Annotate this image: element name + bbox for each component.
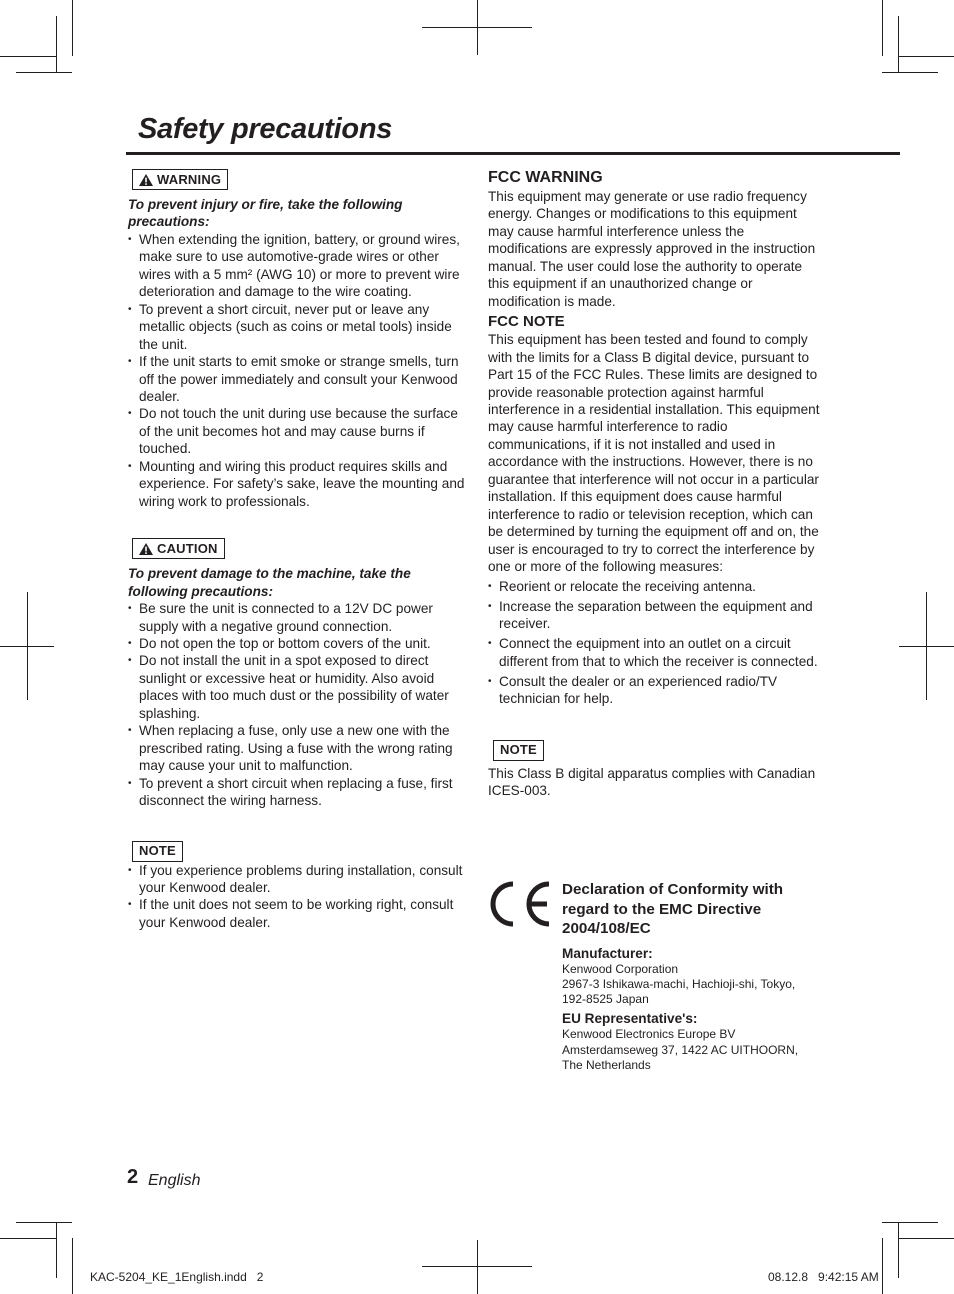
list-item: • If you experience problems during installation, consult your Kenwood dealer.: [128, 862, 468, 897]
manufacturer-name: Kenwood Corporation: [562, 961, 679, 976]
crop-mark: [882, 1222, 938, 1223]
registration-mark: [477, 1240, 478, 1294]
spacer: [128, 810, 468, 841]
fcc-note-text: This equipment has been tested and found to comply with the limits for a Class B digital device, pursuant to Part 15 of the FCC Rules. These limits are designed to provide reasonable protection against harmful interference in a residential installation. This equipment may cause harmful interference to radio communications, if it is not installed and used in accordance with the instructions. However, there is no guarantee that interference will not occur in a particular installation. If this equipment does cause harmful interference to radio or television reception, which can be determined by turning the equipment off and on, the user is encouraged to try to correct the interference by one or more of the following measures:: [488, 332, 820, 575]
fcc-measures-list: [488, 578, 820, 708]
warning-triangle-icon: [139, 174, 153, 186]
crop-mark: [0, 1238, 56, 1239]
right-column: [488, 168, 820, 800]
note-label-box: [493, 740, 544, 761]
crop-mark: [16, 1222, 72, 1223]
title-rule: [126, 152, 900, 155]
declaration-of-conformity: [562, 880, 822, 1073]
list-item: • Reorient or relocate the receiving antenna.: [488, 578, 820, 595]
list-item: • Increase the separation between the equipment and receiver.: [488, 598, 820, 633]
warning-lead: To prevent injury or fire, take the following precautions:: [128, 197, 403, 230]
caution-label: CAUTION: [157, 540, 218, 556]
warning-triangle-icon: [139, 543, 153, 555]
eu-representative-address-line-2: The Netherlands: [562, 1057, 651, 1072]
note-block: [488, 740, 820, 800]
list-item: • Be sure the unit is connected to a 12V DC power supply with a negative ground connection.: [128, 600, 468, 635]
list-item: • Do not touch the unit during use because the surface of the unit becomes hot and may cause burns if touched.: [128, 405, 468, 457]
crop-mark: [882, 1238, 883, 1294]
manufacturer-address: 2967-3 Ishikawa-machi, Hachioji-shi, Tokyo, 192-8525 Japan: [562, 976, 796, 1007]
list-item: • Do not open the top or bottom covers of the unit.: [128, 635, 468, 652]
warning-list: [128, 231, 468, 510]
crop-mark: [898, 1238, 954, 1239]
spacer: [128, 510, 468, 538]
note-text: This Class B digital apparatus complies with Canadian ICES-003.: [488, 765, 816, 799]
warning-label-box: [132, 169, 228, 190]
list-item: • Connect the equipment into an outlet on a circuit different from that to which the receiver is connected.: [488, 635, 820, 670]
list-item: • To prevent a short circuit, never put or leave any metallic objects (such as coins or metal tools) inside the unit.: [128, 301, 468, 353]
crop-mark: [882, 72, 938, 73]
note-label: NOTE: [500, 742, 537, 758]
page-title: Safety precautions: [138, 113, 393, 145]
crop-mark: [16, 72, 72, 73]
list-item: • Do not install the unit in a spot exposed to direct sunlight or excessive heat or humidity. Also avoid places with too much dust or the possibility of water splashing.: [128, 652, 468, 722]
registration-mark: [926, 592, 927, 700]
eu-representative-address-line-1: Amsterdamseweg 37, 1422 AC UITHOORN,: [562, 1042, 799, 1057]
list-item: • When extending the ignition, battery, or ground wires, make sure to use automotive-grade wires or other wires with a 5 mm² (AWG 10) or more to prevent wire deterioration and damage to the wire coating.: [128, 231, 468, 301]
warning-label: WARNING: [157, 171, 222, 187]
crop-mark: [898, 1222, 899, 1278]
ce-mark-icon: [489, 880, 555, 928]
crop-mark: [72, 1238, 73, 1294]
manufacturer-label: Manufacturer:: [562, 945, 653, 961]
crop-mark: [882, 0, 883, 56]
fcc-note-heading: FCC NOTE: [488, 313, 565, 331]
eu-representative-label: EU Representative's:: [562, 1011, 698, 1027]
declaration-title: Declaration of Conformity with regard to the EMC Directive 2004/108/EC: [562, 881, 784, 937]
caution-lead: To prevent damage to the machine, take the following precautions:: [128, 566, 411, 599]
crop-mark: [56, 1222, 57, 1278]
page-number: 2: [127, 1166, 139, 1188]
crop-mark: [898, 16, 899, 72]
list-item: • Consult the dealer or an experienced radio/TV technician for help.: [488, 673, 820, 708]
crop-mark: [56, 16, 57, 72]
registration-mark: [477, 0, 478, 55]
registration-mark: [27, 592, 28, 700]
note-list: [128, 862, 468, 932]
list-item: • If the unit does not seem to be working right, consult your Kenwood dealer.: [128, 896, 468, 931]
page-language: English: [148, 1172, 201, 1189]
crop-mark: [898, 56, 954, 57]
list-item: • When replacing a fuse, only use a new one with the prescribed rating. Using a fuse with the wrong rating may cause your unit to malfunction.: [128, 722, 468, 774]
caution-list: [128, 600, 468, 809]
fcc-warning-text: This equipment may generate or use radio frequency energy. Changes or modifications to this equipment may cause harmful interference unless the modifications are expressly approved in the instruction manual. The user could lose the authority to operate this equipment if an unauthorized change or modification is made.: [488, 189, 816, 309]
left-column: [128, 168, 468, 931]
fcc-warning-heading: FCC WARNING: [488, 169, 603, 186]
crop-mark: [72, 0, 73, 56]
crop-mark: [0, 56, 56, 57]
list-item: • Mounting and wiring this product requires skills and experience. For safety’s sake, leave the mounting and wiring work to professionals.: [128, 458, 468, 510]
slug-timestamp: 08.12.8 9:42:15 AM: [768, 1270, 879, 1284]
eu-representative-name: Kenwood Electronics Europe BV: [562, 1027, 736, 1042]
list-item: • To prevent a short circuit when replacing a fuse, first disconnect the wiring harness.: [128, 775, 468, 810]
note-label: NOTE: [139, 843, 176, 859]
list-item: • If the unit starts to emit smoke or strange smells, turn off the power immediately and consult your Kenwood dealer.: [128, 353, 468, 405]
slug-filename: KAC-5204_KE_1English.indd 2: [90, 1270, 264, 1284]
caution-label-box: [132, 538, 225, 559]
note-label-box: [132, 841, 183, 862]
